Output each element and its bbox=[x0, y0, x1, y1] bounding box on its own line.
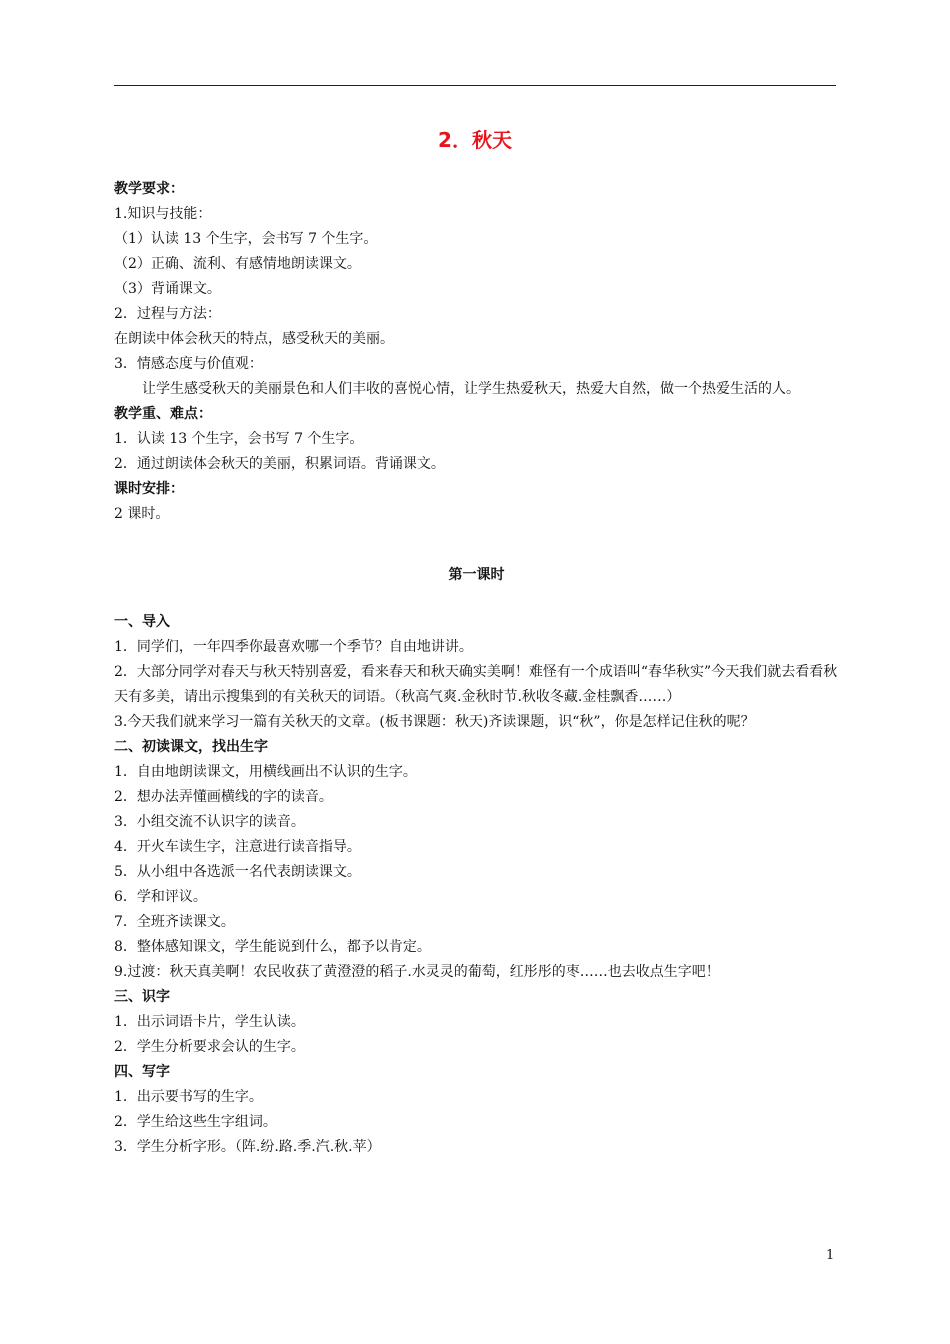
intro-heading: 一、导入 bbox=[114, 614, 170, 630]
list-item: 1．出示要书写的生字。 bbox=[114, 1089, 263, 1105]
list-item: 9.过渡：秋天真美啊！农民收获了黄澄澄的稻子.水灵灵的葡萄，红彤彤的枣……也去收点生字吧！ bbox=[114, 964, 720, 980]
reading-heading: 二、初读课文，找出生字 bbox=[114, 739, 268, 755]
list-item: 3．学生分析字形。（阵.纷.路.季.汽.秋.苹） bbox=[114, 1139, 381, 1155]
list-item: 8．整体感知课文，学生能说到什么，都予以肯定。 bbox=[114, 939, 431, 955]
requirements-s3-text: 让学生感受秋天的美丽景色和人们丰收的喜悦心情，让学生热爱秋天，热爱大自然，做一个热爱生活的人。 bbox=[142, 381, 800, 397]
literacy-heading: 三、识字 bbox=[114, 989, 170, 1005]
list-item: 1．出示词语卡片，学生认读。 bbox=[114, 1014, 305, 1030]
list-item: 2．学生给这些生字组词。 bbox=[114, 1114, 277, 1130]
list-item: （3）背诵课文。 bbox=[114, 281, 221, 297]
key-points-heading: 教学重、难点： bbox=[114, 406, 212, 422]
list-item: 1．同学们，一年四季你最喜欢哪一个季节？自由地讲讲。 bbox=[114, 639, 473, 655]
requirements-heading: 教学要求： bbox=[114, 181, 184, 197]
list-item: 2．大部分同学对春天与秋天特别喜爱，看来春天和秋天确实美啊！难怪有一个成语叫“春华秋实”今天我们就去看看秋天有多美，请出示搜集到的有关秋天的词语。（秋高气爽.金秋时节.秋收冬藏.金桂飘香……） bbox=[114, 664, 838, 705]
list-item: 4．开火车读生字，注意进行读音指导。 bbox=[114, 839, 361, 855]
lesson1-heading: 第一课时 bbox=[448, 567, 505, 583]
page-number: 1 bbox=[826, 1248, 835, 1263]
list-item: 2．想办法弄懂画横线的字的读音。 bbox=[114, 789, 333, 805]
header-rule bbox=[114, 85, 836, 86]
list-item: （1）认读 13 个生字，会书写 7 个生字。 bbox=[114, 231, 378, 247]
list-item: 7．全班齐读课文。 bbox=[114, 914, 235, 930]
list-item: 3.今天我们就来学习一篇有关秋天的文章。(板书课题：秋天)齐读课题，识“秋”，你是怎样记住秋的呢？ bbox=[114, 714, 755, 730]
requirements-s2: 2．过程与方法： bbox=[114, 306, 221, 322]
writing-heading: 四、写字 bbox=[114, 1064, 170, 1080]
list-item: 2．学生分析要求会认的生字。 bbox=[114, 1039, 305, 1055]
document-body bbox=[114, 177, 839, 1160]
requirements-s2-text: 在朗读中体会秋天的特点，感受秋天的美丽。 bbox=[114, 331, 394, 347]
list-item: 2．通过朗读体会秋天的美丽，积累词语。背诵课文。 bbox=[114, 456, 445, 472]
list-item: 1．认读 13 个生字，会书写 7 个生字。 bbox=[114, 431, 364, 447]
list-item: （2）正确、流利、有感情地朗读课文。 bbox=[114, 256, 361, 272]
list-item: 1．自由地朗读课文，用横线画出不认识的生字。 bbox=[114, 764, 417, 780]
lesson-title: 2．秋天 bbox=[438, 128, 512, 152]
list-item: 3．小组交流不认识字的读音。 bbox=[114, 814, 305, 830]
requirements-s3: 3．情感态度与价值观： bbox=[114, 356, 263, 372]
requirements-s1: 1.知识与技能： bbox=[114, 206, 212, 222]
list-item: 6．学和评议。 bbox=[114, 889, 207, 905]
list-item: 5．从小组中各选派一名代表朗读课文。 bbox=[114, 864, 361, 880]
schedule-heading: 课时安排： bbox=[114, 481, 184, 497]
schedule-text: 2 课时。 bbox=[114, 506, 170, 522]
